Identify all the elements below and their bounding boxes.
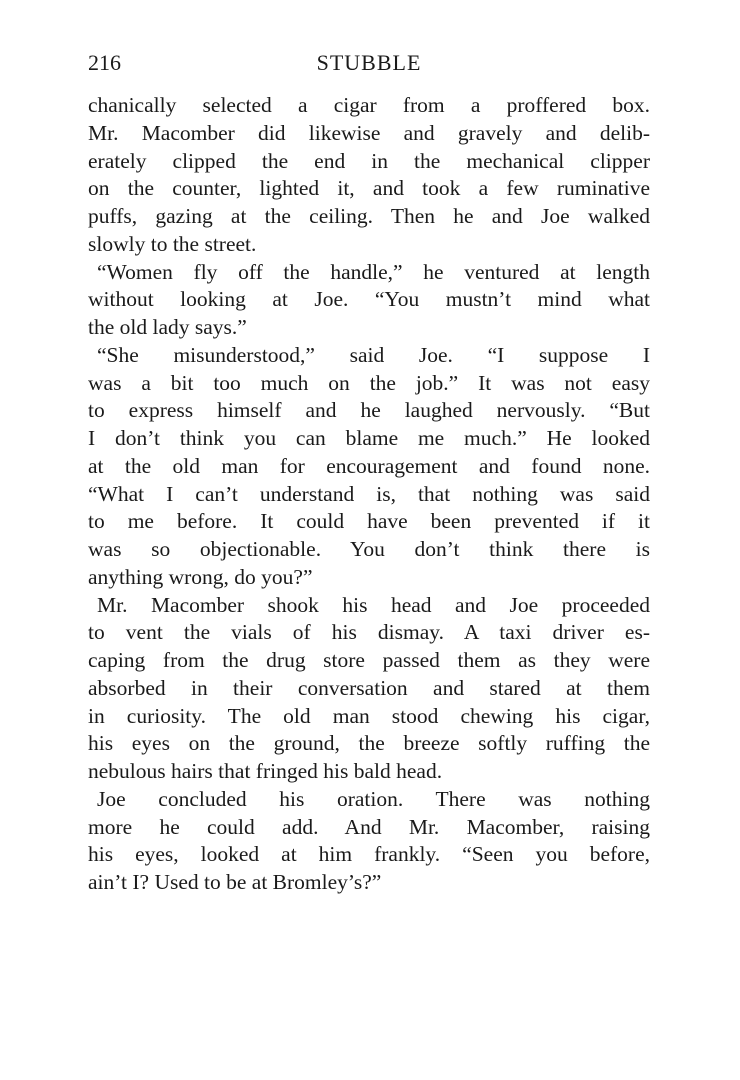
text-line: nebulous hairs that fringed his bald head.	[88, 759, 443, 783]
page-number: 216	[88, 50, 121, 75]
running-title: STUBBLE	[316, 50, 422, 75]
text-line: was so objectionable. You don’t think there is	[88, 537, 650, 561]
text-line: puffs, gazing at the ceiling. Then he and Joe walked	[88, 204, 650, 228]
text-line: chanically selected a cigar from a proffered box.	[88, 93, 650, 117]
text-line: Joe concluded his oration. There was nothing	[97, 786, 650, 811]
text-line: “She misunderstood,” said Joe. “I suppose I	[97, 342, 650, 367]
text-line: absorbed in their conversation and stared at them	[88, 675, 650, 700]
text-line: more he could add. And Mr. Macomber, raising	[88, 814, 650, 839]
text-line: his eyes on the ground, the breeze softly ruffing the	[88, 731, 650, 756]
text-line: I don’t think you can blame me much.” He looked	[88, 426, 650, 450]
text-line: without looking at Joe. “You mustn’t mind what	[88, 287, 650, 312]
running-header	[88, 50, 650, 80]
text-line: to express himself and he laughed nervously. “But	[88, 398, 650, 423]
text-line: slowly to the street.	[88, 231, 257, 256]
text-line: his eyes, looked at him frankly. “Seen you before,	[88, 842, 650, 867]
text-line: the old lady says.”	[88, 315, 247, 339]
text-line: on the counter, lighted it, and took a few ruminative	[88, 176, 650, 201]
text-line: Mr. Macomber did likewise and gravely and delib-	[88, 120, 650, 145]
text-line: to vent the vials of his dismay. A taxi driver es-	[88, 620, 650, 645]
page-body-text	[88, 92, 650, 897]
text-line: to me before. It could have been prevented if it	[88, 509, 650, 534]
text-line: “Women fly off the handle,” he ventured at length	[97, 259, 650, 284]
text-line: ain’t I? Used to be at Bromley’s?”	[88, 870, 382, 894]
text-line: caping from the drug store passed them as they were	[88, 648, 650, 672]
text-line: in curiosity. The old man stood chewing his cigar,	[88, 703, 650, 728]
text-line: was a bit too much on the job.” It was not easy	[88, 370, 650, 395]
text-line: at the old man for encouragement and found none.	[88, 453, 650, 478]
text-line: erately clipped the end in the mechanical clipper	[88, 148, 650, 173]
text-line: Mr. Macomber shook his head and Joe proceeded	[97, 592, 650, 617]
text-line: “What I can’t understand is, that nothing was said	[88, 481, 650, 506]
text-line: anything wrong, do you?”	[88, 564, 313, 589]
